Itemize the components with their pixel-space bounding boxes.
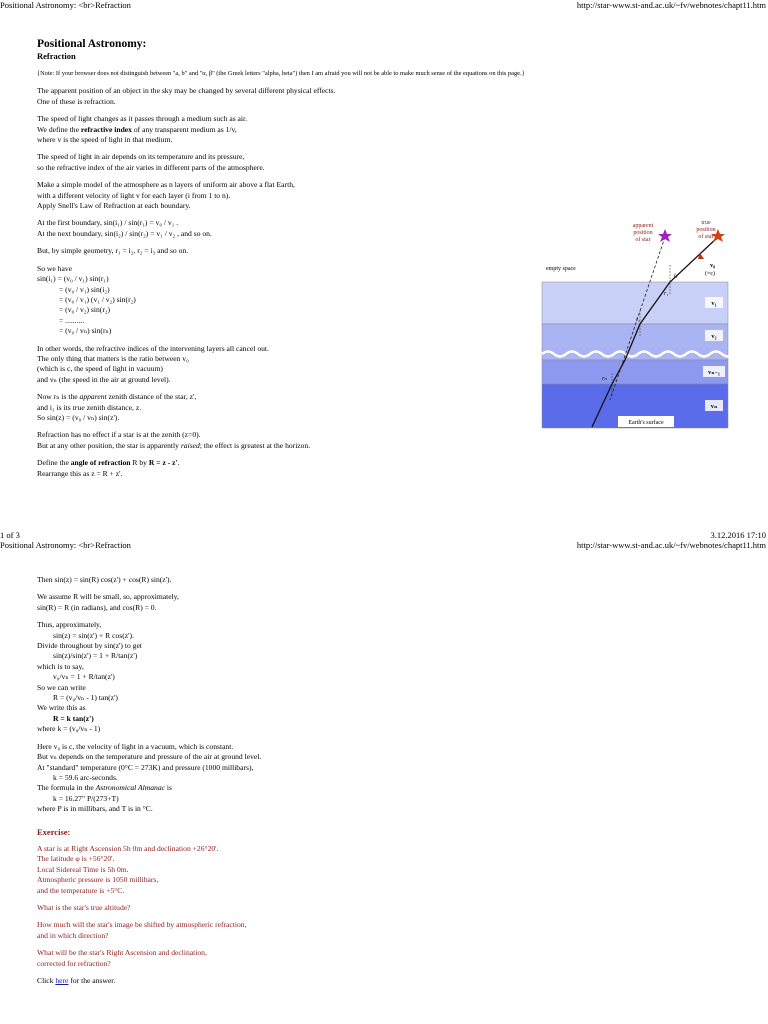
answer-line: Click here for the answer. [37, 976, 116, 985]
print-header-2 [0, 540, 768, 552]
header-url: http://star-www.st-and.ac.uk/~fv/webnotes/chapt11.htm [576, 0, 766, 10]
true-label-1: true [701, 220, 711, 226]
page-1-body [37, 38, 537, 486]
question-1: What is the star's true altitude? [37, 902, 131, 912]
para-zenith: Now rₙ is the apparent zenith distance of the star, z', and i₁ is its true zenith distance, z. So sin(z) = (v₀ / vₙ) sin(z'). [37, 392, 197, 422]
print-date: 3.12.2016 17:10 [710, 530, 766, 540]
header-title: Positional Astronomy: <br>Refraction [0, 0, 131, 10]
apparent-label-2: position [633, 230, 653, 236]
layer-3 [542, 360, 728, 384]
para-speed: The speed of light changes as it passes through a medium such as air. We define the refractive index of any transparent medium as 1/v, where v is the speed of light in that medium. [37, 114, 248, 145]
exercise-heading: Exercise: [37, 826, 71, 837]
para-snell: At the first boundary, sin(i₁) / sin(r₁) = v₀ / v₁ . At the next boundary, sin(i₂) / sin(r₂) = v₁ / v₂ , and so on. [37, 218, 212, 238]
c-label: (=c) [705, 271, 716, 277]
page-2-body [37, 575, 537, 993]
answer-link[interactable]: here [55, 976, 69, 985]
exercise-data: A star is at Right Ascension 5h 0m and declination +26°20'. The latitude φ is +56°20'. Local Sidereal Time is 5h 0m. Atmospheric pressure is 1050 millibars, and the temperature is +5°C. [37, 843, 219, 895]
refraction-diagram [540, 215, 730, 430]
header-title-2: Positional Astronomy: <br>Refraction [0, 540, 131, 550]
empty-space-label: empty space [546, 266, 576, 272]
browser-note: {Note: If your browser does not distinguish between "a, b" and "α, β" (the Greek letters "alpha, beta") then I am afraid you will not be able to make much sense of the equations on this page.} [37, 70, 525, 77]
page-title: Positional Astronomy: [37, 38, 147, 50]
v2-label: v₂ [711, 333, 717, 340]
apparent-label-1: apparent [632, 223, 654, 229]
vn-label: vₙ [710, 403, 718, 410]
page-2 [0, 540, 768, 1024]
para-air: The speed of light in air depends on its temperature and its pressure, so the refractive index of the air varies in different parts of the atmosphere. [37, 152, 265, 172]
arrow-mark [698, 253, 704, 259]
para-cancel: In other words, the refractive indices of the intervening layers all cancel out. The only thing that matters is the ratio between v₀ (which is c, the speed of light in vacuum) and vₙ (the speed in the air at ground level). [37, 343, 269, 384]
layer-1 [542, 282, 728, 324]
i1-label: i₁ [674, 273, 678, 279]
vn1-label: vₙ₋₁ [707, 369, 721, 376]
print-header [0, 0, 768, 12]
page-count: 1 of 3 [0, 530, 20, 540]
question-2: How much will the star's image be shifted by atmospheric refraction, and in which direction? [37, 920, 247, 940]
earth-label: Earth's surface [628, 420, 664, 426]
page-subtitle: Refraction [37, 51, 76, 61]
question-3: What will be the star's Right Ascension and declination, corrected for refraction? [37, 948, 207, 968]
para-small-r: We assume R will be small, so, approximately, sin(R) = R (in radians), and cos(R) = 0. [37, 592, 179, 612]
para-define: Define the angle of refraction R by R = z - z'. Rearrange this as z = R + z'. [37, 458, 180, 478]
para-geometry: But, by simple geometry, r₁ = i₂, r₂ = i₃ and so on. [37, 246, 189, 256]
para-constants: Here v₀ is c, the velocity of light in a vacuum, which is constant. But vₙ depends on the temperature and pressure of the air at ground level. At "standard" temperature (0°C = 273K) and pressure (1000 millibars), k = 59.6 arc-seconds. The formula in the Astronomical Almanac is k = 16.27" P/(273+T) where P is in millibars, and T is in °C. [37, 741, 262, 814]
key-formula: R = k tan(z') [53, 713, 94, 723]
para-effect: Refraction has no effect if a star is at the zenith (z=0). But at any other position, the star is apparently raised; the effect is greatest at the horizon. [37, 430, 311, 450]
apparent-star-icon [658, 229, 672, 242]
true-label-3: of star [698, 234, 714, 240]
para-equations: So we have sin(i₁) = (v₀ / v₁) sin(r₁) = (v₀ / v₁) sin(i₂) = (v₀ / v₁) (v₁ / v₂) sin(r₂) = (v₀ / v₂) sin(r₂) = .......... = (v₀ / vₙ) sin(rₙ) [37, 263, 136, 336]
true-label-2: position [696, 227, 716, 233]
v0-label: v₀ [710, 262, 716, 269]
i2-label: i₂ [636, 317, 640, 323]
para-expand: Then sin(z) = sin(R) cos(z') + cos(R) sin(z'). [37, 575, 172, 584]
apparent-label-3: of star [635, 237, 651, 243]
para-derivation: Thus, approximately, sin(z) = sin(z') + R cos(z'). Divide throughout by sin(z') to get sin(z)/sin(z') = 1 + R/tan(z') which is to say, v₀/vₙ = 1 + R/tan(z') So we can write R = (v₀/vₙ - 1) tan(z') We write this as R = k tan(z') where k = (v₀/vₙ - 1) [37, 620, 142, 734]
rn-label: rₙ [602, 376, 607, 382]
v1-label: v₁ [711, 300, 717, 307]
r1-label: r₁ [664, 291, 669, 297]
header-url-2: http://star-www.st-and.ac.uk/~fv/webnotes/chapt11.htm [576, 540, 766, 550]
para-model: Make a simple model of the atmosphere as n layers of uniform air above a flat Earth, with a different velocity of light v for each layer (i from 1 to n). Apply Snell's Law of Refraction at each boundary. [37, 180, 295, 211]
para-intro: The apparent position of an object in the sky may be changed by several different physical effects. One of these is refraction. [37, 86, 336, 106]
